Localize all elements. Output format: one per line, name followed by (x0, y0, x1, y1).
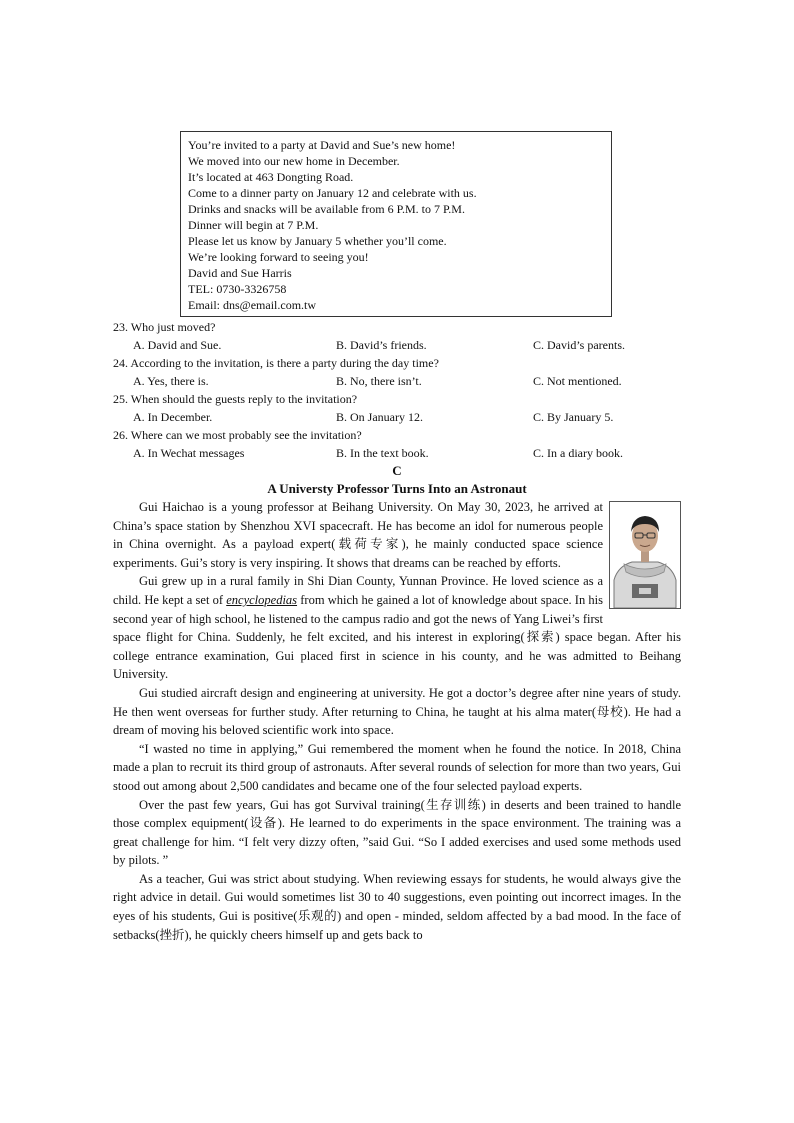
invitation-line: TEL: 0730-3326758 (188, 282, 287, 296)
option-a: A. In Wechat messages (133, 446, 245, 460)
question-stem: 23. Who just moved? (113, 320, 216, 334)
question-options (113, 408, 683, 426)
paragraph-1: Gui Haichao is a young professor at Beihang University. On May 30, 2023, he arrived at China’s space station by Shenzhou XVI spacecraft. He has become an idol for numerous people in China overnight. As a payload expert(载荷专家), he mainly conducted space science experiments. Gui’s story is very inspiring. It shows that dreams can be reached by efforts. (113, 500, 603, 570)
option-c: C. David’s parents. (533, 338, 625, 352)
astronaut-portrait-icon (610, 502, 680, 608)
question-list (113, 318, 683, 462)
paragraph-3: Gui studied aircraft design and engineering at university. He got a doctor’s degree after nine years of study. He then went overseas for further study. After returning to China, he taught at his alma mater(母校). He had a dream of moving his beloved scientific work into space. (113, 685, 681, 738)
paragraph-6: As a teacher, Gui was strict about studying. When reviewing essays for students, he would always give the right advice in detail. Gui would sometimes list 30 to 40 suggestions, even pointing out incorrect images. In the eyes of his students, Gui is positive(乐观的) and open - minded, seldom affected by a bad mood. In the face of setbacks(挫折), he quickly cheers himself up and gets back to (113, 871, 681, 942)
option-a: A. Yes, there is. (133, 374, 209, 388)
question-options (113, 372, 683, 390)
option-c: C. In a diary book. (533, 446, 623, 460)
option-b: B. In the text book. (336, 446, 429, 460)
paragraph-2-start: Gui grew up in a rural family in Shi Dian County, Yunnan Province. He loved science as a child. He kept a set of (113, 574, 603, 607)
invitation-line: We moved into our new home in December. (188, 154, 400, 168)
invitation-line: You’re invited to a party at David and Sue’s new home! (188, 138, 456, 152)
invitation-box (180, 131, 612, 317)
invitation-line: Email: dns@email.com.tw (188, 298, 317, 312)
question-options (113, 336, 683, 354)
article-title: A Universty Professor Turns Into an Astronaut (267, 481, 527, 496)
option-b: B. No, there isn’t. (336, 374, 422, 388)
astronaut-photo (609, 501, 681, 609)
option-c: C. Not mentioned. (533, 374, 622, 388)
option-b: B. On January 12. (336, 410, 423, 424)
question-stem: 24. According to the invitation, is there a party during the day time? (113, 356, 439, 370)
invitation-line: Please let us know by January 5 whether you’ll come. (188, 234, 447, 248)
invitation-line: Drinks and snacks will be available from 6 P.M. to 7 P.M. (188, 202, 465, 216)
option-b: B. David’s friends. (336, 338, 427, 352)
option-c: C. By January 5. (533, 410, 614, 424)
question-options (113, 444, 683, 462)
invitation-line: We’re looking forward to seeing you! (188, 250, 369, 264)
invitation-line: David and Sue Harris (188, 266, 292, 280)
invitation-line: It’s located at 463 Dongting Road. (188, 170, 354, 184)
paragraph-5: Over the past few years, Gui has got Survival training(生存训练) in deserts and been trained to handle those complex equipment(设备). He learned to do experiments in the space environment. The training was a great challenge for him. “I felt very dizzy often, ”said Gui. “So I added exercises and used some methods used by pilots. ” (113, 797, 681, 868)
invitation-line: Come to a dinner party on January 12 and celebrate with us. (188, 186, 477, 200)
paragraph-4: “I wasted no time in applying,” Gui remembered the moment when he found the notice. In 2018, China made a plan to recruit its third group of astronauts. After several rounds of selection for more than two years, Gui stood out among about 2,500 candidates and became one of the four selected payload experts. (113, 741, 681, 793)
question-stem: 25. When should the guests reply to the invitation? (113, 392, 358, 406)
invitation-line: Dinner will begin at 7 P.M. (188, 218, 319, 232)
article-body (113, 498, 681, 944)
paragraph-2-end: from which he gained a lot of knowledge about space. In his second year of high school, he listened to the campus radio and got the news of Yang Liwei’s first space flight for China. Suddenly, he felt excited, and his interest in exploring(探索) space began. After his college entrance examination, Gui placed first in science in his county, and he was admitted to Beihang University. (113, 592, 681, 682)
paragraph-2 (113, 572, 681, 684)
option-a: A. In December. (133, 410, 213, 424)
question-stem: 26. Where can we most probably see the invitation? (113, 428, 362, 442)
vocabulary-word: encyclopedias (226, 592, 298, 607)
section-letter: C (392, 463, 402, 478)
option-a: A. David and Sue. (133, 338, 222, 352)
